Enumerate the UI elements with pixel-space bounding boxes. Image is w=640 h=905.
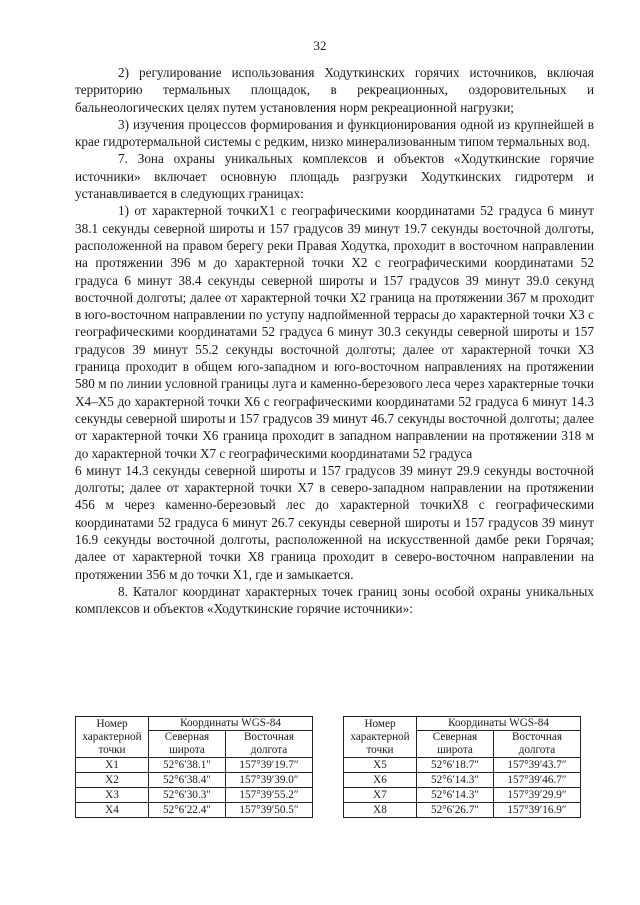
cell-lon: 157°39′39.0″: [226, 773, 313, 788]
table-row: [76, 758, 313, 773]
table-row: [344, 803, 581, 818]
cell-lat: 52°6′30.3″: [149, 788, 226, 803]
header-lat: Северная широта: [417, 731, 494, 758]
cell-lat: 52°6′38.1″: [149, 758, 226, 773]
table-row: [76, 803, 313, 818]
paragraph-7-zone: 7. Зона охраны уникальных комплексов и объектов «Ходуткинские горячие источники» включает основную площадь разгрузки Ходуткинских гидротерм и устанавливается в следующих границах:: [75, 151, 594, 202]
table-row: [344, 788, 581, 803]
cell-lon: 157°39′29.9″: [494, 788, 581, 803]
header-coords: Координаты WGS-84: [417, 717, 581, 731]
cell-point: X6: [344, 773, 417, 788]
cell-point: X7: [344, 788, 417, 803]
cell-lat: 52°6′38.4″: [149, 773, 226, 788]
table-row: [76, 773, 313, 788]
cell-point: X2: [76, 773, 149, 788]
cell-lat: 52°6′18.7″: [417, 758, 494, 773]
header-lon: Восточная долгота: [494, 731, 581, 758]
cell-point: X5: [344, 758, 417, 773]
cell-lon: 157°39′55.2″: [226, 788, 313, 803]
table-row: [76, 788, 313, 803]
cell-lat: 52°6′14.3″: [417, 788, 494, 803]
paragraph-boundary-part1: 1) от характерной точкиX1 с географическими координатами 52 градуса 6 минут 38.1 секунды северной широты и 157 градусов 39 минут 19.7 секунды восточной долготы, расположенной на правом берегу реки Правая Ходутка, проходит в восточном направлении на протяжении 396 м до характерной точки X2 с географическими координатами 52 градуса 6 минут 38.4 секунды северной широты и 157 градусов 39 минут 39.0 секунд восточной долготы; далее от характерной точки X2 граница на протяжении 367 м проходит в юго-восточном направлении по уступу надпойменной террасы до характерной точки X3 с географическими координатами 52 градуса 6 минут 30.3 секунды северной широты и 157 градусов 39 минут 55.2 секунды восточной долготы; далее от характерной точки X3 граница проходит в общем юго-западном и юго-восточном направлениях на протяжении 580 м по линии условной границы луга и каменно-березового леса через характерные точки X4–X5 до характерной точки X6 с географическими координатами 52 градуса 6 минут 14.3 секунды северной широты и 157 градусов 39 минут 46.7 секунды восточной долготы; далее от характерной точки X6 граница проходит в западном направлении на протяжении 318 м до характерной точки X7 с географическими координатами 52 градуса: [75, 203, 594, 461]
document-body: [75, 64, 594, 618]
header-lat: Северная широта: [149, 731, 226, 758]
coordinates-table-right: [343, 716, 581, 818]
paragraph-boundary-part2: 6 минут 14.3 секунды северной широты и 157 градусов 39 минут 29.9 секунды восточной долготы; далее от характерной точки X7 в северо-западном направлении на протяжении 456 м через каменно-березовый лес до характерной точкиX8 с географическими координатами 52 градуса 6 минут 26.7 секунды северной широты и 157 градусов 39 минут 16.9 секунды восточной долготы, расположенной на искусственной дамбе реки Горячая; далее от характерной точки X8 граница проходит в северо-восточном направлении на протяжении 356 м до точки X1, где и замыкается.: [75, 462, 594, 582]
coordinates-table-left: [75, 716, 313, 818]
header-point: Номер характерной точки: [344, 717, 417, 758]
cell-point: X1: [76, 758, 149, 773]
header-point: Номер характерной точки: [76, 717, 149, 758]
cell-lon: 157°39′46.7″: [494, 773, 581, 788]
table-row: [344, 773, 581, 788]
cell-lat: 52°6′26.7″: [417, 803, 494, 818]
cell-lon: 157°39′19.7″: [226, 758, 313, 773]
cell-point: X3: [76, 788, 149, 803]
page-number: 32: [313, 38, 327, 53]
paragraph-2-regulation: 2) регулирование использования Ходуткинских горячих источников, включая территорию термальных площадок, в рекреационных, оздоровительных и бальнеологических целях путем установления норм рекреационной нагрузки;: [75, 65, 594, 115]
cell-point: X8: [344, 803, 417, 818]
table-row: [344, 758, 581, 773]
cell-lon: 157°39′16.9″: [494, 803, 581, 818]
cell-lon: 157°39′50.5″: [226, 803, 313, 818]
cell-lon: 157°39′43.7″: [494, 758, 581, 773]
paragraph-8-catalog: 8. Каталог координат характерных точек границ зоны особой охраны уникальных комплексов и объектов «Ходуткинские горячие источники»:: [75, 583, 594, 617]
cell-point: X4: [76, 803, 149, 818]
paragraph-3-study: 3) изучения процессов формирования и функционирования одной из крупнейшей в крае гидротермальной системы с редким, низко минерализованным типом термальных вод.: [75, 116, 594, 150]
cell-lat: 52°6′14.3″: [417, 773, 494, 788]
header-lon: Восточная долгота: [226, 731, 313, 758]
header-coords: Координаты WGS-84: [149, 717, 313, 731]
cell-lat: 52°6′22.4″: [149, 803, 226, 818]
